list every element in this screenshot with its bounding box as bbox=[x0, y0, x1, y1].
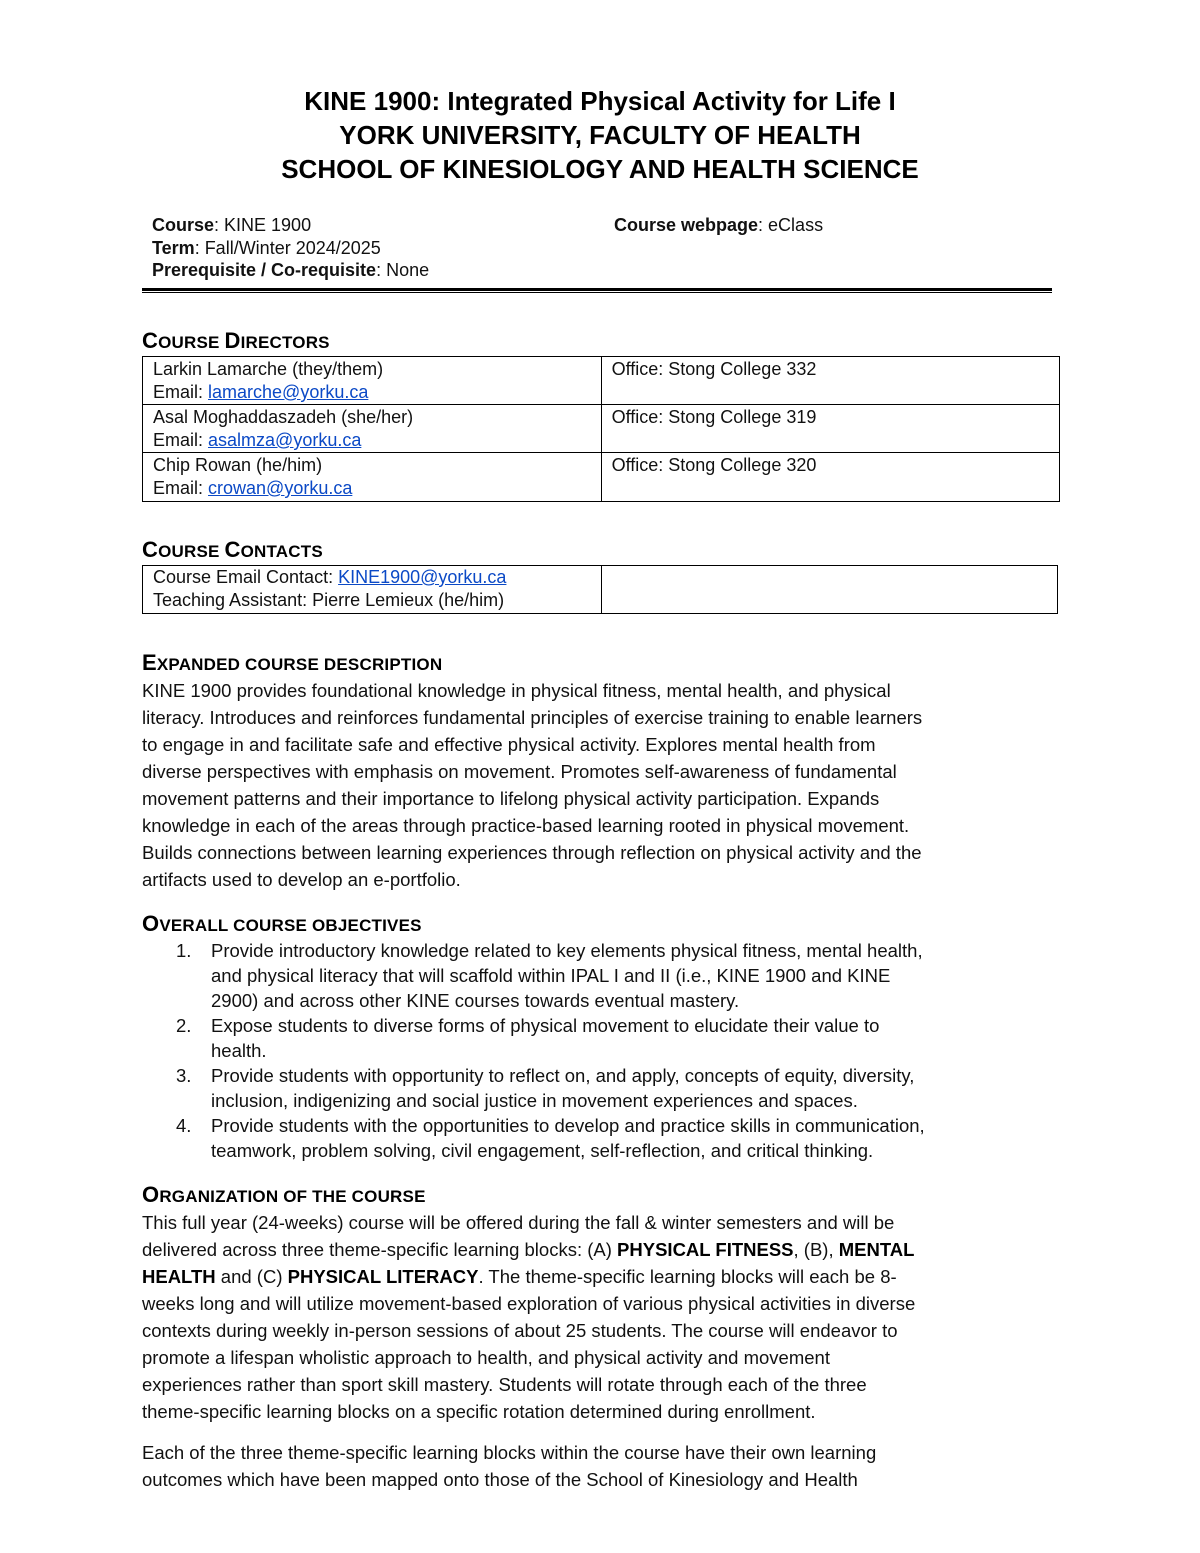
office-cell: Office: Stong College 319 bbox=[601, 405, 1059, 453]
table-row bbox=[143, 357, 1060, 405]
webpage-line: Course webpage: eClass bbox=[614, 215, 824, 235]
description-heading: EXPANDED COURSE DESCRIPTION bbox=[142, 650, 443, 675]
contacts-table bbox=[142, 565, 1058, 614]
director-email-link[interactable]: asalmza@yorku.ca bbox=[208, 430, 362, 450]
objectives-list bbox=[142, 938, 1062, 1163]
table-row bbox=[143, 405, 1060, 453]
director-email-link[interactable]: crowan@yorku.ca bbox=[208, 478, 353, 498]
organization-paragraph-2: Each of the three theme-specific learning blocks within the course have their own learning outcomes which have been mapped onto those of the School of Kinesiology and Health bbox=[142, 1442, 877, 1490]
term-line: Term: Fall/Winter 2024/2025 bbox=[152, 237, 381, 258]
director-email-link[interactable]: lamarche@yorku.ca bbox=[208, 382, 369, 402]
directors-heading: COURSE DIRECTORS bbox=[142, 328, 330, 353]
prereq-line: Prerequisite / Co-requisite: None bbox=[152, 260, 430, 280]
contacts-cell: Course Email Contact: KINE1900@yorku.ca Teaching Assistant: Pierre Lemieux (he/him) bbox=[143, 566, 602, 614]
description-body: KINE 1900 provides foundational knowledge in physical fitness, mental health, and physical literacy. Introduces and reinforces fundamental principles of exercise training to enable learners to engage in and facilitate safe and effective physical activity. Explores mental health from diverse perspectives with emphasis on movement. Promotes self-awareness of fundamental movement patterns and their importance to lifelong physical activity participation. Expands knowledge in each of the areas through practice-based learning rooted in physical movement. Builds connections between learning experiences through reflection on physical activity and the artifacts used to develop an e-portfolio. bbox=[142, 680, 923, 890]
course-email-link[interactable]: KINE1900@yorku.ca bbox=[338, 567, 507, 587]
directors-table bbox=[142, 356, 1060, 502]
course-meta bbox=[152, 214, 429, 282]
school-name: SCHOOL OF KINESIOLOGY AND HEALTH SCIENCE bbox=[281, 154, 919, 184]
organization-paragraph-1: This full year (24-weeks) course will be offered during the fall & winter semesters and will be delivered across three theme-specific learning blocks: (A) PHYSICAL FITNESS, (B), MENTAL HEALTH and (C) PHYSICAL LITERACY. The theme-specific learning blocks will each be 8- weeks long and will utilize movement-based exploration of various physical activities in diverse contexts during weekly in-person sessions of about 25 students. The course will endeavor to promote a lifespan wholistic approach to health, and physical activity and movement experiences rather than sport skill mastery. Students will rotate through each of the three theme-specific learning blocks on a specific rotation determined during enrollment. bbox=[142, 1212, 916, 1422]
university-faculty: YORK UNIVERSITY, FACULTY OF HEALTH bbox=[339, 120, 861, 150]
director-cell: Chip Rowan (he/him) Email: crowan@yorku.ca bbox=[143, 453, 602, 502]
list-item: 1. Provide introductory knowledge related to key elements physical fitness, mental health, and physical literacy that will scaffold within IPAL I and II (i.e., KINE 1900 and KINE 2900) and across other KINE courses towards eventual mastery. bbox=[176, 940, 923, 1011]
organization-heading: ORGANIZATION OF THE COURSE bbox=[142, 1182, 426, 1207]
table-row bbox=[143, 453, 1060, 502]
office-cell: Office: Stong College 320 bbox=[601, 453, 1059, 502]
table-row bbox=[143, 566, 1058, 614]
list-item: 2. Expose students to diverse forms of physical movement to elucidate their value to health. bbox=[176, 1015, 880, 1061]
list-item: 4. Provide students with the opportunities to develop and practice skills in communication, teamwork, problem solving, civil engagement, self-reflection, and critical thinking. bbox=[176, 1115, 925, 1161]
empty-cell bbox=[601, 566, 1057, 614]
document-title bbox=[0, 84, 1200, 186]
office-cell: Office: Stong College 332 bbox=[601, 357, 1059, 405]
contacts-heading: COURSE CONTACTS bbox=[142, 537, 323, 562]
teaching-assistant: Teaching Assistant: Pierre Lemieux (he/him) bbox=[153, 590, 505, 610]
director-cell: Asal Moghaddaszadeh (she/her) Email: asalmza@yorku.ca bbox=[143, 405, 602, 453]
objectives-heading: OVERALL COURSE OBJECTIVES bbox=[142, 911, 422, 936]
list-item: 3. Provide students with opportunity to reflect on, and apply, concepts of equity, diversity, inclusion, indigenizing and social justice in movement experiences and spaces. bbox=[176, 1065, 915, 1111]
course-title: KINE 1900: Integrated Physical Activity for Life I bbox=[304, 86, 896, 116]
section-divider bbox=[142, 288, 1052, 293]
director-cell: Larkin Lamarche (they/them) Email: lamarche@yorku.ca bbox=[143, 357, 602, 405]
course-line: Course: KINE 1900 bbox=[152, 215, 312, 235]
